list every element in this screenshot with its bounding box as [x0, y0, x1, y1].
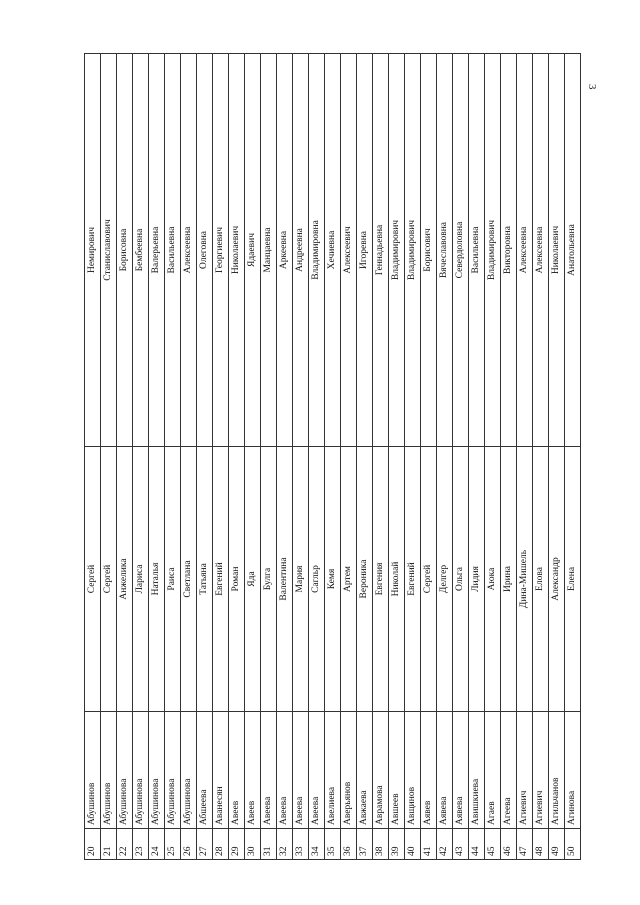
table-row [85, 54, 101, 860]
last-name-cell: Аванесян [213, 712, 229, 829]
last-name-cell: Авеев [229, 712, 245, 829]
first-name-cell: Евгений [405, 447, 421, 712]
row-number-cell: 48 [533, 829, 549, 860]
row-number-cell: 38 [373, 829, 389, 860]
first-name-cell: Анжелика [117, 447, 133, 712]
last-name-cell: Абушинов [85, 712, 101, 829]
last-name-cell: Аврамова [373, 712, 389, 829]
table-row [261, 54, 277, 860]
last-name-cell: Авишкиева [469, 712, 485, 829]
first-name-cell: Мария [293, 447, 309, 712]
first-name-cell: Аюка [485, 447, 501, 712]
patronymic-cell: Бембеевна [133, 54, 149, 447]
row-number-cell: 44 [469, 829, 485, 860]
last-name-cell: Абушинова [133, 712, 149, 829]
patronymic-cell: Олеговна [197, 54, 213, 447]
first-name-cell: Валентина [277, 447, 293, 712]
row-number-cell: 20 [85, 829, 101, 860]
roster-table-container [84, 82, 577, 860]
row-number-cell: 26 [181, 829, 197, 860]
last-name-cell: Авеева [261, 712, 277, 829]
last-name-cell: Авелиева [325, 712, 341, 829]
last-name-cell: Абушинова [149, 712, 165, 829]
patronymic-cell: Владимирович [405, 54, 421, 447]
row-number-cell: 40 [405, 829, 421, 860]
first-name-cell: Сергей [101, 447, 117, 712]
page-number: 3 [586, 84, 598, 90]
first-name-cell: Сагльр [309, 447, 325, 712]
first-name-cell: Роман [229, 447, 245, 712]
row-number-cell: 28 [213, 829, 229, 860]
patronymic-cell: Станиславович [101, 54, 117, 447]
first-name-cell: Ирина [501, 447, 517, 712]
first-name-cell: Вероника [357, 447, 373, 712]
table-row [517, 54, 533, 860]
first-name-cell: Евгения [373, 447, 389, 712]
table-row [389, 54, 405, 860]
table-row [437, 54, 453, 860]
table-row [133, 54, 149, 860]
table-row [549, 54, 565, 860]
patronymic-cell: Ядаевич [245, 54, 261, 447]
last-name-cell: Агаев [485, 712, 501, 829]
patronymic-cell: Владимировна [309, 54, 325, 447]
table-row [197, 54, 213, 860]
first-name-cell: Кемя [325, 447, 341, 712]
row-number-cell: 46 [501, 829, 517, 860]
table-row [357, 54, 373, 860]
patronymic-cell: Валерьевна [149, 54, 165, 447]
table-row [421, 54, 437, 860]
last-name-cell: Аверьянов [341, 712, 357, 829]
first-name-cell: Ольга [453, 447, 469, 712]
patronymic-cell: Николаевич [229, 54, 245, 447]
patronymic-cell: Николаевич [549, 54, 565, 447]
table-row [485, 54, 501, 860]
row-number-cell: 42 [437, 829, 453, 860]
table-row [533, 54, 549, 860]
table-row [373, 54, 389, 860]
row-number-cell: 22 [117, 829, 133, 860]
first-name-cell: Наталья [149, 447, 165, 712]
last-name-cell: Авеева [293, 712, 309, 829]
table-row [501, 54, 517, 860]
table-row [293, 54, 309, 860]
last-name-cell: Аявев [421, 712, 437, 829]
patronymic-cell: Борисовна [117, 54, 133, 447]
table-row [469, 54, 485, 860]
last-name-cell: Авщинов [405, 712, 421, 829]
patronymic-cell: Владимирович [389, 54, 405, 447]
patronymic-cell: Геннадьевна [373, 54, 389, 447]
patronymic-cell: Георгиевич [213, 54, 229, 447]
first-name-cell: Лариса [133, 447, 149, 712]
last-name-cell: Абшеева [197, 712, 213, 829]
last-name-cell: Авеева [309, 712, 325, 829]
table-row [405, 54, 421, 860]
row-number-cell: 49 [549, 829, 565, 860]
patronymic-cell: Алексеевна [517, 54, 533, 447]
last-name-cell: Абушинова [181, 712, 197, 829]
roster-table-rotated [84, 82, 577, 860]
first-name-cell: Елова [533, 447, 549, 712]
row-number-cell: 45 [485, 829, 501, 860]
table-row [325, 54, 341, 860]
row-number-cell: 43 [453, 829, 469, 860]
first-name-cell: Евгений [213, 447, 229, 712]
patronymic-cell: Алексеевна [533, 54, 549, 447]
row-number-cell: 50 [565, 829, 581, 860]
table-row [149, 54, 165, 860]
last-name-cell: Аявева [437, 712, 453, 829]
last-name-cell: Авжаева [357, 712, 373, 829]
table-row [453, 54, 469, 860]
first-name-cell: Елена [565, 447, 581, 712]
row-number-cell: 30 [245, 829, 261, 860]
table-row [229, 54, 245, 860]
first-name-cell: Раиса [165, 447, 181, 712]
row-number-cell: 36 [341, 829, 357, 860]
first-name-cell: Делгер [437, 447, 453, 712]
row-number-cell: 27 [197, 829, 213, 860]
first-name-cell: Булга [261, 447, 277, 712]
last-name-cell: Агильчанов [549, 712, 565, 829]
first-name-cell: Дина-Мишель [517, 447, 533, 712]
patronymic-cell: Владимирович [485, 54, 501, 447]
table-row [101, 54, 117, 860]
first-name-cell: Сергей [85, 447, 101, 712]
table-row [309, 54, 325, 860]
roster-table [84, 53, 581, 860]
row-number-cell: 39 [389, 829, 405, 860]
first-name-cell: Яда [245, 447, 261, 712]
first-name-cell: Артем [341, 447, 357, 712]
row-number-cell: 25 [165, 829, 181, 860]
last-name-cell: Агиевич [533, 712, 549, 829]
patronymic-cell: Алексеевна [181, 54, 197, 447]
row-number-cell: 21 [101, 829, 117, 860]
table-row [277, 54, 293, 860]
row-number-cell: 29 [229, 829, 245, 860]
row-number-cell: 47 [517, 829, 533, 860]
row-number-cell: 23 [133, 829, 149, 860]
patronymic-cell: Андреевна [293, 54, 309, 447]
last-name-cell: Авеева [277, 712, 293, 829]
first-name-cell: Лидия [469, 447, 485, 712]
table-row [165, 54, 181, 860]
row-number-cell: 41 [421, 829, 437, 860]
table-row [565, 54, 581, 860]
row-number-cell: 32 [277, 829, 293, 860]
patronymic-cell: Манцаевна [261, 54, 277, 447]
row-number-cell: 35 [325, 829, 341, 860]
row-number-cell: 31 [261, 829, 277, 860]
table-row [117, 54, 133, 860]
patronymic-cell: Викторовна [501, 54, 517, 447]
last-name-cell: Абушинов [101, 712, 117, 829]
last-name-cell: Авшеев [389, 712, 405, 829]
patronymic-cell: Алексеевич [341, 54, 357, 447]
table-row [245, 54, 261, 860]
patronymic-cell: Вячеславовна [437, 54, 453, 447]
row-number-cell: 37 [357, 829, 373, 860]
table-row [213, 54, 229, 860]
last-name-cell: Абушинова [165, 712, 181, 829]
table-row [181, 54, 197, 860]
last-name-cell: Абушинова [117, 712, 133, 829]
patronymic-cell: Васильевна [469, 54, 485, 447]
table-row [341, 54, 357, 860]
last-name-cell: Агинова [565, 712, 581, 829]
patronymic-cell: Аркеевна [277, 54, 293, 447]
patronymic-cell: Хечиевна [325, 54, 341, 447]
first-name-cell: Николай [389, 447, 405, 712]
first-name-cell: Александр [549, 447, 565, 712]
last-name-cell: Агиевич [517, 712, 533, 829]
patronymic-cell: Игоревна [357, 54, 373, 447]
last-name-cell: Авеев [245, 712, 261, 829]
row-number-cell: 34 [309, 829, 325, 860]
patronymic-cell: Васильевна [165, 54, 181, 447]
row-number-cell: 33 [293, 829, 309, 860]
row-number-cell: 24 [149, 829, 165, 860]
first-name-cell: Светлана [181, 447, 197, 712]
patronymic-cell: Немирович [85, 54, 101, 447]
patronymic-cell: Борисович [421, 54, 437, 447]
first-name-cell: Сергей [421, 447, 437, 712]
first-name-cell: Татьяна [197, 447, 213, 712]
patronymic-cell: Анатольевна [565, 54, 581, 447]
patronymic-cell: Севердоловна [453, 54, 469, 447]
roster-table-body [85, 54, 581, 860]
last-name-cell: Агеева [501, 712, 517, 829]
last-name-cell: Аявева [453, 712, 469, 829]
